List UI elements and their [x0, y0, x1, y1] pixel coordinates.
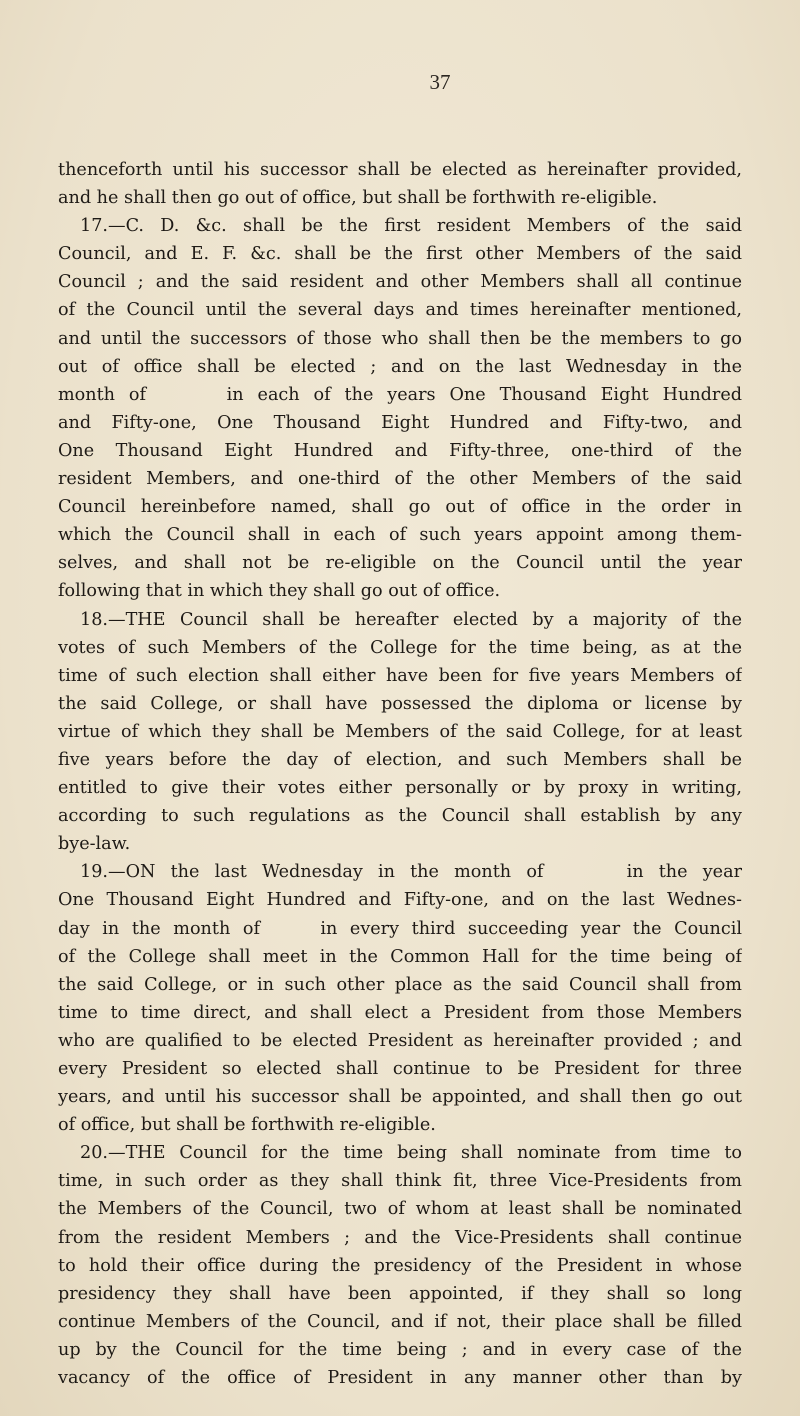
text-line: month of in each of the years One Thousand Eight Hundred: [58, 384, 742, 405]
text-line: five years before the day of election, and such Members shall be: [58, 749, 742, 770]
text-line: the said College, or in such other place as the said Council shall from: [58, 974, 742, 995]
text-line: of office, but shall be forthwith re-eligible.: [58, 1115, 436, 1136]
text-line: time, in such order as they shall think fit, three Vice-Presidents from: [58, 1171, 742, 1192]
text-line: which the Council shall in each of such years appoint among them-: [58, 525, 742, 546]
text-line: years, and until his successor shall be appointed, and shall then go out: [58, 1087, 742, 1108]
text-line: 20.—THE Council for the time being shall nominate from time to: [80, 1143, 742, 1164]
text-line: resident Members, and one-third of the other Members of the said: [58, 469, 742, 490]
text-line: One Thousand Eight Hundred and Fifty-one, and on the last Wednes-: [58, 890, 742, 911]
text-line: selves, and shall not be re-eligible on the Council until the year: [58, 553, 742, 574]
text-line: up by the Council for the time being ; and in every case of the: [58, 1339, 742, 1360]
text-line: bye-law.: [58, 834, 131, 855]
text-line: thenceforth until his successor shall be elected as hereinafter provided,: [58, 160, 742, 180]
text-line: day in the month of in every third succeeding year the Council: [58, 918, 742, 939]
text-line: votes of such Members of the College for the time being, as at the: [58, 637, 742, 658]
text-line: and until the successors of those who shall then be the members to go: [58, 328, 742, 349]
text-line: 17.—C. D. &c. shall be the first resident Members of the said: [80, 216, 742, 237]
text-line: 18.—THE Council shall be hereafter elected by a majority of the: [80, 609, 742, 630]
text-line: of the College shall meet in the Common Hall for the time being of: [58, 946, 742, 967]
page-number: 37: [429, 70, 451, 94]
text-line: vacancy of the office of President in any manner other than by: [58, 1368, 742, 1389]
text-line: following that in which they shall go out of office.: [58, 581, 501, 602]
text-line: continue Members of the Council, and if not, their place shall be filled: [58, 1311, 742, 1332]
text-line: 19.—ON the last Wednesday in the month of in the year: [80, 862, 742, 883]
text-line: time to time direct, and shall elect a President from those Members: [58, 1002, 742, 1023]
text-line: time of such election shall either have been for five years Members of: [58, 665, 742, 686]
text-line: the said College, or shall have possessed the diploma or license by: [58, 693, 742, 714]
text-line: to hold their office during the presidency of the President in whose: [58, 1255, 742, 1276]
text-line: every President so elected shall continue to be President for three: [58, 1059, 742, 1079]
text-line: the Members of the Council, two of whom at least shall be nominated: [58, 1199, 742, 1220]
text-line: and he shall then go out of office, but shall be forthwith re-eligible.: [58, 188, 658, 209]
body-text: [58, 156, 742, 1392]
text-line: and Fifty-one, One Thousand Eight Hundred and Fifty-two, and: [58, 412, 742, 433]
text-line: from the resident Members ; and the Vice-Presidents shall continue: [58, 1227, 742, 1248]
text-line: of the Council until the several days and times hereinafter mentioned,: [58, 300, 742, 321]
text-line: who are qualified to be elected President as hereinafter provided ; and: [58, 1030, 742, 1051]
text-line: entitled to give their votes either personally or by proxy in writing,: [58, 778, 742, 799]
text-line: Council, and E. F. &c. shall be the first other Members of the said: [58, 244, 742, 265]
text-line: presidency they shall have been appointed, if they shall so long: [58, 1283, 742, 1304]
text-line: out of office shall be elected ; and on the last Wednesday in the: [58, 356, 742, 377]
text-line: One Thousand Eight Hundred and Fifty-three, one-third of the: [58, 440, 742, 461]
text-line: virtue of which they shall be Members of the said College, for at least: [58, 721, 742, 742]
text-line: Council ; and the said resident and other Members shall all continue: [58, 272, 742, 293]
text-line: according to such regulations as the Council shall establish by any: [58, 806, 742, 827]
text-line: Council hereinbefore named, shall go out of office in the order in: [58, 497, 742, 518]
